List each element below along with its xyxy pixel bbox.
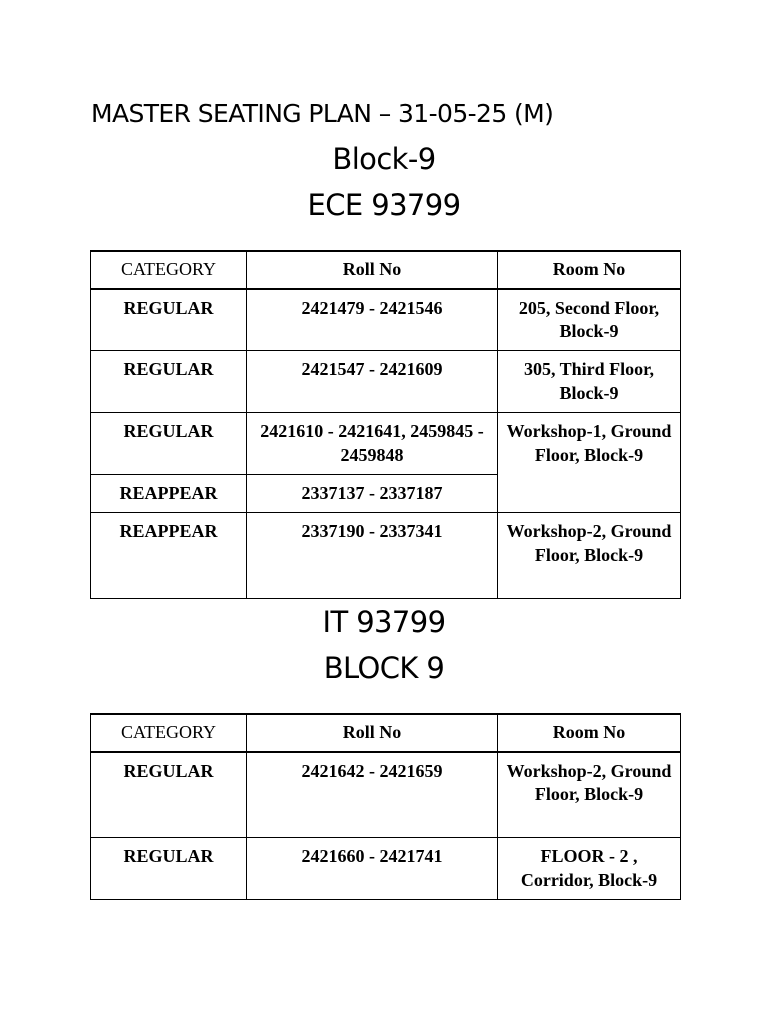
roll-no-cell: 2421642 - 2421659 — [247, 752, 498, 838]
room-no-cell: 205, Second Floor, Block-9 — [498, 289, 681, 351]
room-no-cell: Workshop-2, Ground Floor, Block-9 — [498, 752, 681, 838]
table-row — [91, 513, 681, 599]
column-header-category: CATEGORY — [91, 251, 247, 289]
ece-seating-table — [90, 250, 681, 599]
table-row — [91, 351, 681, 413]
category-cell: REAPPEAR — [91, 475, 247, 513]
it-code-heading: IT 93799 — [322, 605, 446, 639]
roll-no-cell: 2421547 - 2421609 — [247, 351, 498, 413]
it-block-heading: BLOCK 9 — [323, 651, 445, 685]
room-no-cell: Workshop-1, Ground Floor, Block-9 — [498, 413, 681, 513]
column-header-room-no: Room No — [498, 251, 681, 289]
table-row — [91, 838, 681, 900]
table-row — [91, 413, 681, 475]
room-no-cell: 305, Third Floor, Block-9 — [498, 351, 681, 413]
ece-code-heading: ECE 93799 — [307, 188, 461, 222]
category-cell: REGULAR — [91, 838, 247, 900]
category-cell: REGULAR — [91, 752, 247, 838]
roll-no-cell: 2421610 - 2421641, 2459845 - 2459848 — [247, 413, 498, 475]
table-header-row — [91, 714, 681, 752]
category-cell: REGULAR — [91, 351, 247, 413]
table-header-row — [91, 251, 681, 289]
column-header-roll-no: Roll No — [247, 251, 498, 289]
room-no-cell: Workshop-2, Ground Floor, Block-9 — [498, 513, 681, 599]
page-title: MASTER SEATING PLAN – 31-05-25 (M) — [91, 99, 554, 128]
roll-no-cell: 2337137 - 2337187 — [247, 475, 498, 513]
roll-no-cell: 2337190 - 2337341 — [247, 513, 498, 599]
category-cell: REAPPEAR — [91, 513, 247, 599]
column-header-category: CATEGORY — [91, 714, 247, 752]
it-seating-table — [90, 713, 681, 900]
category-cell: REGULAR — [91, 413, 247, 475]
column-header-roll-no: Roll No — [247, 714, 498, 752]
room-no-cell: FLOOR - 2 , Corridor, Block-9 — [498, 838, 681, 900]
column-header-room-no: Room No — [498, 714, 681, 752]
roll-no-cell: 2421660 - 2421741 — [247, 838, 498, 900]
table-row — [91, 752, 681, 838]
roll-no-cell: 2421479 - 2421546 — [247, 289, 498, 351]
table-row — [91, 289, 681, 351]
category-cell: REGULAR — [91, 289, 247, 351]
ece-block-heading: Block-9 — [332, 142, 436, 176]
